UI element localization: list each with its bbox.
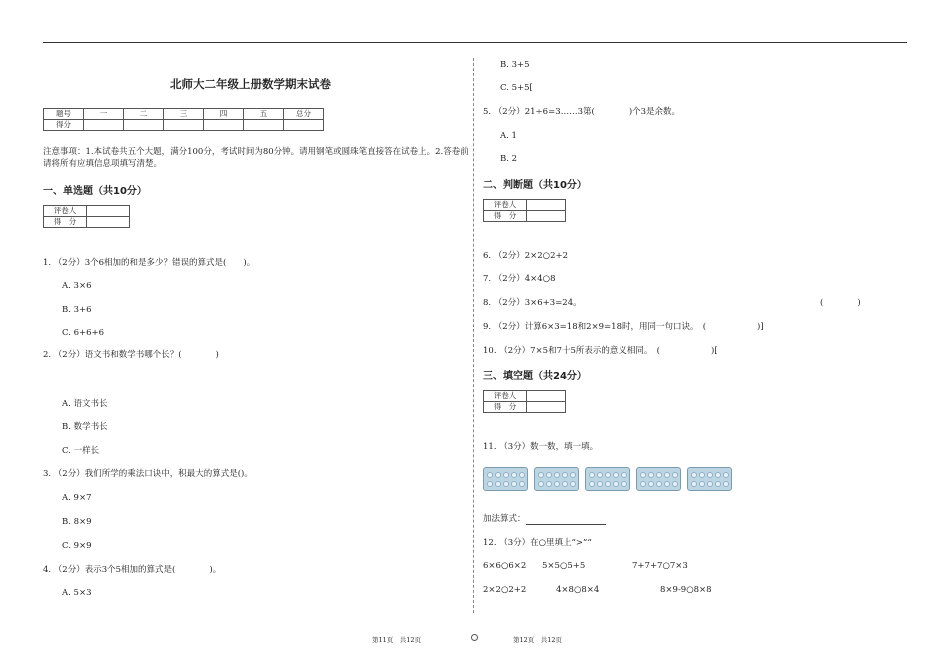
answer-blank[interactable]: ( ): [820, 298, 861, 308]
egg-cell: [546, 472, 552, 478]
egg-cell: [597, 481, 603, 487]
egg-cell: [672, 481, 678, 487]
question-11: 11. （3分）数一数，填一填。: [483, 442, 599, 452]
option: C. 5+5[: [500, 83, 533, 93]
score-header: 三: [164, 109, 204, 120]
question-6: 6. （2分）2×2○2+2: [483, 251, 569, 261]
question-8: 8. （2分）3×6+3=24。: [483, 298, 582, 308]
egg-cell: [495, 472, 501, 478]
rater-table: [483, 199, 566, 222]
page-title: 北师大二年级上册数学期末试卷: [170, 77, 331, 91]
rater-cell[interactable]: [87, 217, 130, 228]
egg-cell: [538, 472, 544, 478]
egg-cell: [621, 481, 627, 487]
egg-tray-icon: [585, 467, 630, 491]
rater-label: 得 分: [44, 217, 87, 228]
compare-item: 2×2○2+2: [483, 585, 527, 595]
egg-cell: [613, 481, 619, 487]
egg-cell: [503, 481, 509, 487]
egg-tray-icon: [636, 467, 681, 491]
egg-cell: [570, 472, 576, 478]
compare-item: 5×5○5+5: [542, 561, 586, 571]
egg-cell: [640, 481, 646, 487]
egg-cell: [554, 472, 560, 478]
score-header: 五: [244, 109, 284, 120]
option: A. 语文书长: [62, 399, 108, 409]
option: B. 3+6: [62, 305, 92, 315]
egg-cell: [640, 472, 646, 478]
rater-cell[interactable]: [527, 402, 566, 413]
egg-cell: [495, 481, 501, 487]
egg-cell: [723, 472, 729, 478]
compare-item: 7+7+7○7×3: [632, 561, 688, 571]
egg-cell: [487, 472, 493, 478]
egg-cell: [723, 481, 729, 487]
score-header: 题号: [44, 109, 84, 120]
compare-item: 4×8○8×4: [556, 585, 600, 595]
question-3: 3. （2分）我们所学的乘法口诀中，积最大的算式是()。: [43, 469, 253, 479]
rater-cell[interactable]: [527, 391, 566, 402]
egg-cell: [511, 472, 517, 478]
score-header: 一: [84, 109, 124, 120]
column-divider: [473, 58, 474, 613]
section-title: 一、单选题（共10分）: [43, 186, 147, 197]
egg-cell: [715, 472, 721, 478]
egg-cell: [707, 481, 713, 487]
top-rule: [43, 42, 907, 43]
egg-cell: [656, 481, 662, 487]
addition-answer: [483, 513, 606, 525]
option: C. 6+6+6: [62, 328, 105, 338]
page-number-right: 第12页 共12页: [513, 636, 563, 644]
egg-cell: [672, 472, 678, 478]
score-cell[interactable]: [244, 120, 284, 131]
egg-cell: [707, 472, 713, 478]
page-number-left: 第11页 共12页: [372, 636, 422, 644]
rater-cell[interactable]: [527, 200, 566, 211]
option: A. 5×3: [62, 588, 92, 598]
score-header: 总分: [284, 109, 324, 120]
score-cell[interactable]: [124, 120, 164, 131]
notice-line: 请将所有应填信息项填写清楚。: [43, 159, 163, 169]
score-cell[interactable]: [284, 120, 324, 131]
rater-label: 评卷人: [44, 206, 87, 217]
egg-tray-icon: [534, 467, 579, 491]
rater-label: 得 分: [484, 211, 527, 222]
egg-cell: [715, 481, 721, 487]
egg-cell: [511, 481, 517, 487]
egg-cell: [621, 472, 627, 478]
egg-cell: [699, 472, 705, 478]
option: A. 3×6: [62, 281, 92, 291]
egg-cell: [597, 472, 603, 478]
egg-cell: [605, 472, 611, 478]
egg-cell: [503, 472, 509, 478]
notice-line: 注意事项：1.本试卷共五个大题，满分100分，考试时间为80分钟。请用钢笔或圆珠笔直接答在试卷上。2.答卷前: [43, 147, 469, 157]
option: B. 3+5: [500, 60, 530, 70]
addition-label: 加法算式：: [483, 514, 526, 524]
egg-cell: [664, 481, 670, 487]
compare-item: 8×9-9○8×8: [660, 585, 712, 595]
egg-cell: [519, 481, 525, 487]
option: C. 一样长: [62, 446, 100, 456]
score-header: 二: [124, 109, 164, 120]
question-12: 12. （3分）在○里填上“>”“: [483, 538, 592, 548]
compare-item: 6×6○6×2: [483, 561, 527, 571]
egg-cell: [487, 481, 493, 487]
option: B. 数学书长: [62, 422, 108, 432]
egg-cell: [570, 481, 576, 487]
rater-cell[interactable]: [527, 211, 566, 222]
score-cell[interactable]: [204, 120, 244, 131]
section-title: 二、判断题（共10分）: [483, 180, 587, 191]
rater-label: 评卷人: [484, 391, 527, 402]
egg-cell: [691, 472, 697, 478]
egg-cell: [589, 472, 595, 478]
egg-cell: [519, 472, 525, 478]
rater-label: 评卷人: [484, 200, 527, 211]
egg-cell: [648, 481, 654, 487]
score-row-label: 得分: [44, 120, 84, 131]
egg-tray-icon: [687, 467, 732, 491]
question-4: 4. （2分）表示3个5相加的算式是( )。: [43, 565, 222, 575]
option: A. 1: [500, 131, 517, 141]
option: B. 2: [500, 154, 518, 164]
answer-line[interactable]: [526, 514, 606, 525]
rater-cell[interactable]: [87, 206, 130, 217]
egg-cell: [613, 472, 619, 478]
score-table: [43, 108, 324, 131]
egg-cell: [648, 472, 654, 478]
egg-cell: [562, 481, 568, 487]
question-10: 10. （2分）7×5和7十5所表示的意义相同。 ( )[: [483, 346, 718, 356]
option: A. 9×7: [62, 493, 92, 503]
egg-cell: [538, 481, 544, 487]
circle-icon: [471, 634, 478, 641]
egg-cell: [656, 472, 662, 478]
rater-table: [43, 205, 130, 228]
question-9: 9. （2分）计算6×3=18和2×9=18时，用同一句口诀。 ( )]: [483, 322, 764, 332]
egg-tray-icon: [483, 467, 528, 491]
rater-table: [483, 390, 566, 413]
section-title: 三、填空题（共24分）: [483, 371, 587, 382]
score-header: 四: [204, 109, 244, 120]
score-cell[interactable]: [164, 120, 204, 131]
egg-cell: [664, 472, 670, 478]
egg-cell: [699, 481, 705, 487]
egg-cell: [605, 481, 611, 487]
question-2: 2. （2分）语文书和数学书哪个长？( ): [43, 350, 219, 360]
egg-cell: [554, 481, 560, 487]
option: B. 8×9: [62, 517, 92, 527]
egg-cell: [691, 481, 697, 487]
question-7: 7. （2分）4×4○8: [483, 274, 556, 284]
score-cell[interactable]: [84, 120, 124, 131]
question-5: 5. （2分）21÷6=3……3第( )个3是余数。: [483, 107, 681, 117]
egg-cell: [546, 481, 552, 487]
option: C. 9×9: [62, 541, 92, 551]
egg-cell: [562, 472, 568, 478]
egg-cell: [589, 481, 595, 487]
rater-label: 得 分: [484, 402, 527, 413]
question-1: 1. （2分）3个6相加的和是多少？错误的算式是( )。: [43, 258, 256, 268]
